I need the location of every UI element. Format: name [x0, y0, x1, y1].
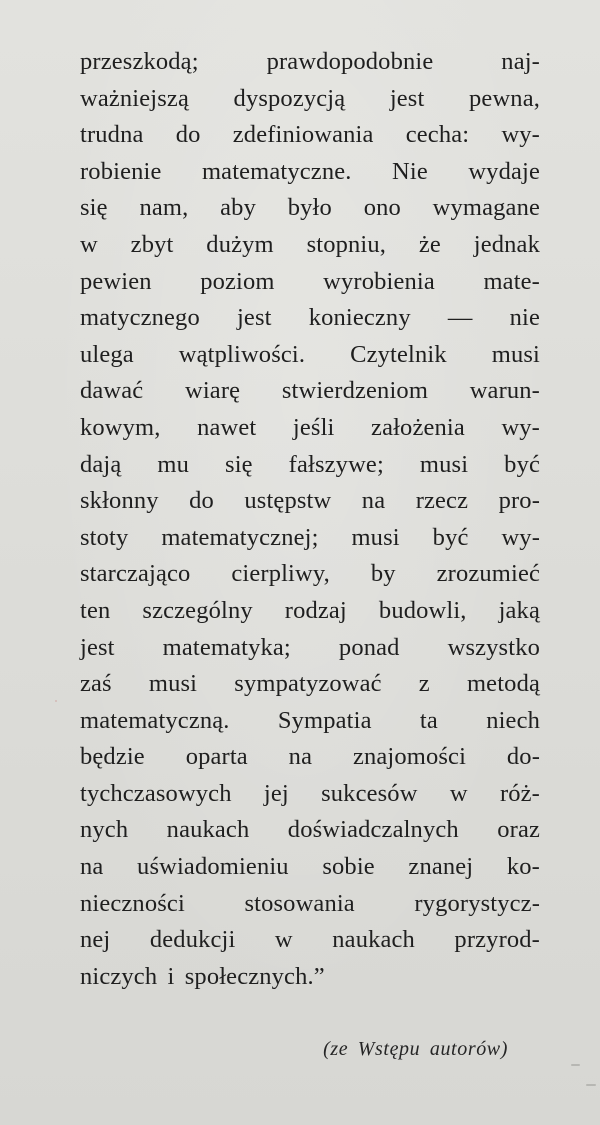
- text-line: nych naukach doświadczalnych oraz: [80, 816, 540, 844]
- text-line: na uświadomieniu sobie znanej ko-: [80, 853, 540, 881]
- text-line: jest matematyka; ponad wszystko: [80, 633, 540, 661]
- text-line: matycznego jest konieczny — nie: [80, 304, 540, 332]
- text-line: tychczasowych jej sukcesów w róż-: [80, 779, 540, 807]
- text-line: robienie matematyczne. Nie wydaje: [80, 157, 540, 185]
- text-line: zaś musi sympatyzować z metodą: [80, 670, 540, 698]
- text-line: skłonny do ustępstw na rzecz pro-: [80, 487, 540, 515]
- source-attribution: (ze Wstępu autorów): [323, 1038, 508, 1060]
- text-line: w zbyt dużym stopniu, że jednak: [80, 230, 540, 258]
- text-line: matematyczną. Sympatia ta niech: [80, 706, 540, 734]
- text-line: ważniejszą dyspozycją jest pewna,: [80, 84, 540, 112]
- text-line: pewien poziom wyrobienia mate-: [80, 267, 540, 295]
- text-line: ten szczególny rodzaj budowli, jaką: [80, 596, 540, 624]
- text-line: będzie oparta na znajomości do-: [80, 743, 540, 771]
- paper-mark: [586, 1084, 596, 1086]
- text-line: nieczności stosowania rygorystycz-: [80, 889, 540, 917]
- text-line: trudna do zdefiniowania cecha: wy-: [80, 121, 540, 149]
- text-line: nej dedukcji w naukach przyrod-: [80, 926, 540, 954]
- text-line: się nam, aby było ono wymagane: [80, 194, 540, 222]
- text-line: starczająco cierpliwy, by zrozumieć: [80, 560, 540, 588]
- text-line: stoty matematycznej; musi być wy-: [80, 523, 540, 551]
- paper-mark: [55, 700, 57, 702]
- text-line: dają mu się fałszywe; musi być: [80, 450, 540, 478]
- text-line: kowym, nawet jeśli założenia wy-: [80, 413, 540, 441]
- text-line: przeszkodą; prawdopodobnie naj-: [80, 48, 540, 75]
- body-text: [80, 44, 540, 995]
- text-line: dawać wiarę stwierdzeniom warun-: [80, 377, 540, 405]
- text-line: ulega wątpliwości. Czytelnik musi: [80, 340, 540, 368]
- text-line-last: niczych i społecznych.”: [80, 962, 325, 990]
- paper-mark: [571, 1064, 580, 1066]
